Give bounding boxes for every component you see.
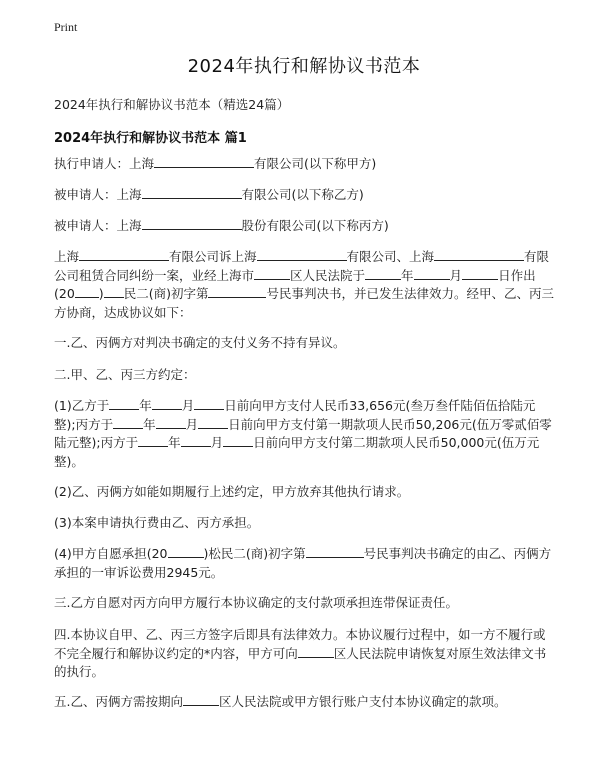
blank-field (306, 545, 364, 558)
clause-2: 二.甲、乙、丙三方约定： (54, 367, 196, 382)
intro-text: 日作出(20 (54, 267, 536, 301)
blank-field (138, 434, 168, 447)
clause-5-text: 区人民法院或甲方银行账户支付本协议确定的款项。 (218, 694, 507, 709)
item-1-text: 日前向甲方支付第一期款项人民币50,206元(伍万零贰佰零陆元整);丙方于 (54, 416, 552, 450)
blank-field (194, 397, 224, 410)
blank-field (257, 248, 347, 261)
party-applicant (54, 155, 554, 174)
item-4-text: 号民事判决书确定的由乙、丙俩方承担的一审诉讼费用2945元。 (54, 546, 552, 580)
section-heading: 2024年执行和解协议书范本 篇1 (54, 131, 247, 146)
blank-field (223, 434, 253, 447)
item-3: (3)本案申请执行费由乙、丙方承担。 (54, 515, 260, 530)
party-respondent-1-prefix: 被申请人：上海 (54, 187, 142, 202)
blank-field (208, 285, 266, 298)
item-1-text: (1)乙方于 (54, 398, 110, 413)
item-1-text: 年 (143, 416, 156, 432)
intro-paragraph (54, 248, 554, 322)
item-1-text: 日前向甲方支付第二期款项人民币50,000元(伍万元整)。 (54, 435, 540, 469)
intro-text: 民二(商)初字第 (123, 286, 209, 301)
item-1-text: 月 (210, 435, 224, 450)
clause-4-text: 四.本协议自甲、乙、丙三方签字后即具有法律效力。本协议履行过程中，如一方不履行或不完全履行和解协议约定的*内容，甲方可向 (54, 627, 546, 661)
document-subtitle: 2024年执行和解协议书范本（精选24篇） (54, 97, 290, 112)
blank-field (298, 645, 334, 658)
blank-field (462, 267, 498, 280)
blank-field (365, 267, 401, 280)
clause-3: 三.乙方自愿对丙方向甲方履行本协议确定的支付款项承担连带保证责任。 (54, 595, 458, 610)
intro-text: 有限公司诉上海 (169, 249, 257, 264)
item-4-text: )松民二(商)初字第 (203, 546, 306, 561)
blank-field (168, 545, 204, 558)
item-4-text: (4)甲方自愿承担(20 (54, 546, 168, 561)
blank-field (414, 267, 450, 280)
print-link[interactable]: Print (54, 20, 78, 34)
clause-1: 一.乙、丙俩方对判决书确定的支付义务不持有异议。 (54, 335, 346, 350)
blank-field (113, 416, 143, 429)
blank-field (181, 434, 211, 447)
blank-field (152, 397, 182, 410)
item-1-text: 年 (139, 398, 152, 413)
clause-5-text: 五.乙、丙俩方需按期向 (54, 694, 183, 709)
clause-4 (54, 626, 554, 682)
blank-field (142, 186, 242, 199)
party-applicant-suffix: 有限公司(以下称甲方) (254, 156, 377, 171)
clause-4-text: 区人民法院申请恢复对原生效法律文书的执行。 (54, 645, 547, 679)
intro-text: 有限公司租赁合同纠纷一案，业经上海市 (54, 249, 550, 283)
party-respondent-1 (54, 186, 554, 205)
intro-text: 区人民法院于 (290, 267, 366, 283)
item-1-text: 月 (181, 398, 195, 413)
item-1 (54, 397, 554, 471)
item-4 (54, 545, 554, 582)
intro-text: ) (98, 286, 104, 301)
blank-field (142, 217, 242, 230)
blank-field (198, 416, 228, 429)
intro-text: 有限公司、上海 (346, 249, 435, 264)
intro-text: 月 (449, 267, 463, 283)
item-1-text: 日前向甲方支付人民币33,656元(叁万叁仟陆佰伍拾陆元整);丙方于 (54, 398, 536, 432)
blank-field (109, 397, 139, 410)
blank-field (254, 267, 290, 280)
blank-field (104, 285, 124, 298)
party-respondent-2 (54, 217, 554, 236)
page-title: 2024年执行和解协议书范本 (187, 56, 421, 77)
party-respondent-2-prefix: 被申请人：上海 (54, 218, 142, 233)
item-2: (2)乙、丙俩方如能如期履行上述约定，甲方放弃其他执行请求。 (54, 484, 410, 499)
clause-5 (54, 693, 554, 712)
blank-field (156, 416, 186, 429)
party-respondent-1-suffix: 有限公司(以下称乙方) (241, 187, 364, 202)
blank-field (154, 155, 254, 168)
blank-field (75, 285, 99, 298)
intro-text: 年 (401, 267, 414, 283)
intro-text: 号民事判决书，并已发生法律效力。经甲、乙、丙三方协商，达成协议如下： (54, 286, 554, 320)
item-1-text: 月 (185, 416, 199, 432)
party-respondent-2-suffix: 股份有限公司(以下称丙方) (241, 218, 389, 233)
item-1-text: 年 (168, 435, 181, 450)
party-applicant-prefix: 执行申请人：上海 (54, 156, 155, 171)
blank-field (183, 693, 219, 706)
intro-text: 上海 (54, 249, 80, 264)
blank-field (79, 248, 169, 261)
blank-field (434, 248, 524, 261)
